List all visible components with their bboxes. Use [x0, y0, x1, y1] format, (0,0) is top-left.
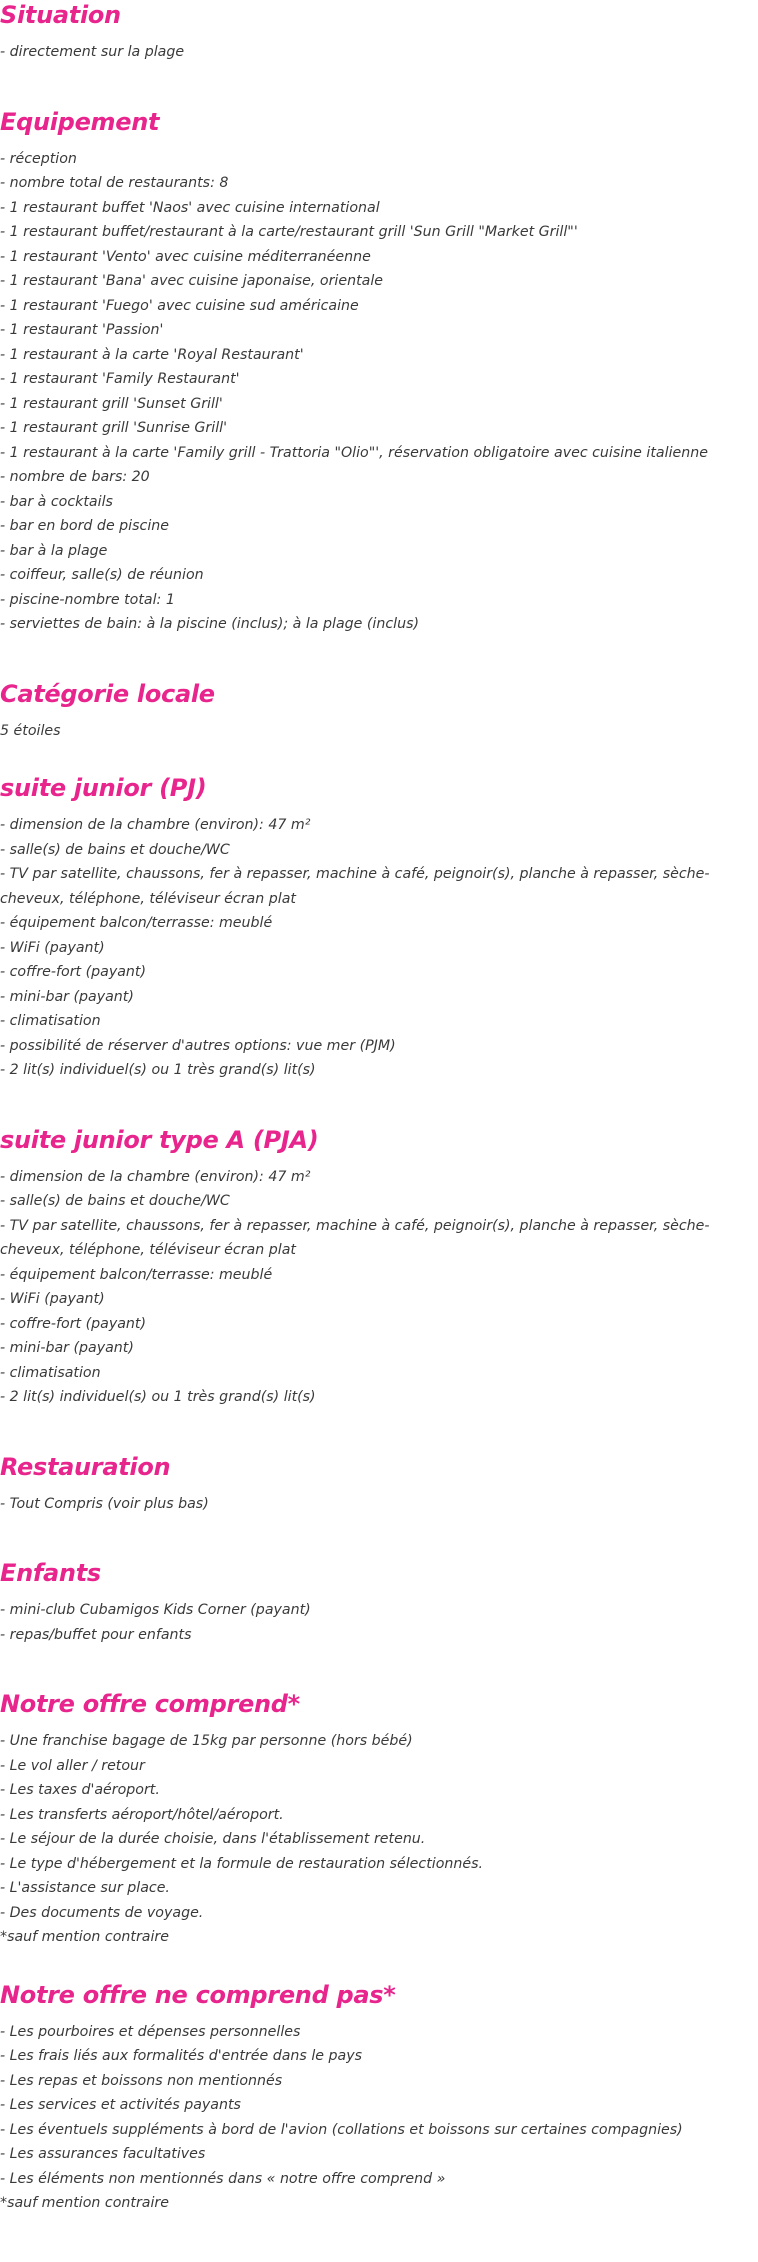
section-situation [0, 0, 758, 65]
list-item: - 1 restaurant 'Passion' [0, 322, 164, 338]
list-item: - équipement balcon/terrasse: meublé [0, 915, 273, 931]
list-item: - dimension de la chambre (environ): 47 m² [0, 817, 311, 833]
list-item: - Les assurances facultatives [0, 2146, 206, 2162]
list-item: - 1 restaurant à la carte 'Royal Restaurant' [0, 346, 304, 363]
list-item: - mini-bar (payant) [0, 988, 134, 1005]
list-item: - Les éventuels suppléments à bord de l'avion (collations et boissons sur certaines compagnies) [0, 2121, 683, 2138]
list-item: - bar à la plage [0, 542, 108, 559]
list-item: - réception [0, 150, 77, 167]
list-item: - Des documents de voyage. [0, 1904, 204, 1921]
list-item: - équipement balcon/terrasse: meublé [0, 1266, 273, 1283]
list-item: - coiffeur, salle(s) de réunion [0, 567, 204, 583]
list-item: - Les éléments non mentionnés dans « notre offre comprend » [0, 2170, 446, 2187]
section-title: Enfants [0, 1559, 101, 1587]
section-restauration [0, 1452, 758, 1517]
list-item: - Les services et activités payants [0, 2097, 241, 2113]
section-title: suite junior type A (PJA) [0, 1125, 319, 1154]
list-item: - Les frais liés aux formalités d'entrée dans le pays [0, 2048, 362, 2064]
list-item: - mini-club Cubamigos Kids Corner (payant) [0, 1602, 311, 1618]
list-item: - Les taxes d'aéroport. [0, 1782, 160, 1798]
list-item: - Tout Compris (voir plus bas) [0, 1495, 209, 1512]
list-item: - nombre total de restaurants: 8 [0, 175, 229, 191]
section-title: Equipement [0, 107, 160, 136]
list-item: - directement sur la plage [0, 44, 185, 60]
list-item: - bar à cocktails [0, 493, 113, 510]
list-item: - Les repas et boissons non mentionnés [0, 2072, 283, 2089]
section-offre-comprend [0, 1689, 758, 1950]
list-item: - 1 restaurant 'Bana' avec cuisine japonaise, orientale [0, 273, 384, 289]
list-item: - bar en bord de piscine [0, 518, 169, 534]
list-item: - Les pourboires et dépenses personnelles [0, 2023, 301, 2040]
list-item: - WiFi (payant) [0, 1291, 105, 1307]
list-item: - coffre-fort (payant) [0, 1315, 147, 1332]
list-item: - Le type d'hébergement et la formule de restauration sélectionnés. [0, 1855, 484, 1872]
list-item: 5 étoiles [0, 722, 61, 739]
list-item: - piscine-nombre total: 1 [0, 591, 175, 608]
section-equipement [0, 107, 758, 637]
list-item: - Les transferts aéroport/hôtel/aéroport. [0, 1806, 284, 1823]
list-item: - 1 restaurant grill 'Sunset Grill' [0, 395, 223, 412]
list-item: - mini-bar (payant) [0, 1340, 134, 1356]
section-categorie [0, 679, 758, 744]
section-title: Situation [0, 1, 121, 29]
list-item: - TV par satellite, chaussons, fer à repasser, machine à café, peignoir(s), planche à repasser, sèche-cheveux, téléphone, téléviseur écran plat [0, 1217, 710, 1258]
list-item: - nombre de bars: 20 [0, 469, 150, 485]
footnote: *sauf mention contraire [0, 1929, 169, 1945]
list-item: - salle(s) de bains et douche/WC [0, 1193, 230, 1209]
list-item: - Une franchise bagage de 15kg par personne (hors bébé) [0, 1733, 413, 1749]
list-item: - 1 restaurant buffet/restaurant à la carte/restaurant grill 'Sun Grill "Market Grill"' [0, 224, 578, 240]
list-item: - dimension de la chambre (environ): 47 m² [0, 1168, 311, 1185]
list-item: - Le séjour de la durée choisie, dans l'établissement retenu. [0, 1831, 426, 1847]
section-title: Restauration [0, 1452, 171, 1481]
section-title: Catégorie locale [0, 679, 215, 708]
section-offre-ne-comprend-pas [0, 1980, 758, 2216]
footnote: *sauf mention contraire [0, 2195, 169, 2211]
list-item: - 2 lit(s) individuel(s) ou 1 très grand(s) lit(s) [0, 1389, 316, 1405]
section-suite-junior-type-a [0, 1125, 758, 1410]
list-item: - climatisation [0, 1364, 101, 1381]
list-item: - repas/buffet pour enfants [0, 1626, 192, 1643]
section-title: Notre offre ne comprend pas* [0, 1980, 396, 2009]
list-item: - serviettes de bain: à la piscine (inclus); à la plage (inclus) [0, 616, 420, 632]
list-item: - 1 restaurant 'Family Restaurant' [0, 371, 240, 387]
list-item: - L'assistance sur place. [0, 1880, 170, 1896]
section-title: Notre offre comprend* [0, 1690, 300, 1718]
list-item: - salle(s) de bains et douche/WC [0, 841, 230, 858]
section-title: suite junior (PJ) [0, 774, 207, 802]
list-item: - possibilité de réserver d'autres options: vue mer (PJM) [0, 1037, 396, 1054]
list-item: - 1 restaurant grill 'Sunrise Grill' [0, 420, 227, 436]
list-item: - 1 restaurant à la carte 'Family grill - Trattoria "Olio"', réservation obligatoire avec cuisine italienne [0, 444, 708, 461]
list-item: - climatisation [0, 1013, 101, 1029]
section-suite-junior [0, 773, 758, 1083]
list-item: - 1 restaurant 'Fuego' avec cuisine sud américaine [0, 297, 359, 314]
list-item: - WiFi (payant) [0, 939, 105, 956]
list-item: - 1 restaurant 'Vento' avec cuisine méditerranéenne [0, 248, 371, 265]
list-item: - 2 lit(s) individuel(s) ou 1 très grand(s) lit(s) [0, 1062, 316, 1078]
list-item: - TV par satellite, chaussons, fer à repasser, machine à café, peignoir(s), planche à repasser, sèche-cheveux, téléphone, téléviseur écran plat [0, 866, 710, 907]
section-enfants [0, 1558, 758, 1647]
list-item: - Le vol aller / retour [0, 1757, 145, 1774]
list-item: - 1 restaurant buffet 'Naos' avec cuisine international [0, 199, 380, 216]
list-item: - coffre-fort (payant) [0, 964, 147, 980]
